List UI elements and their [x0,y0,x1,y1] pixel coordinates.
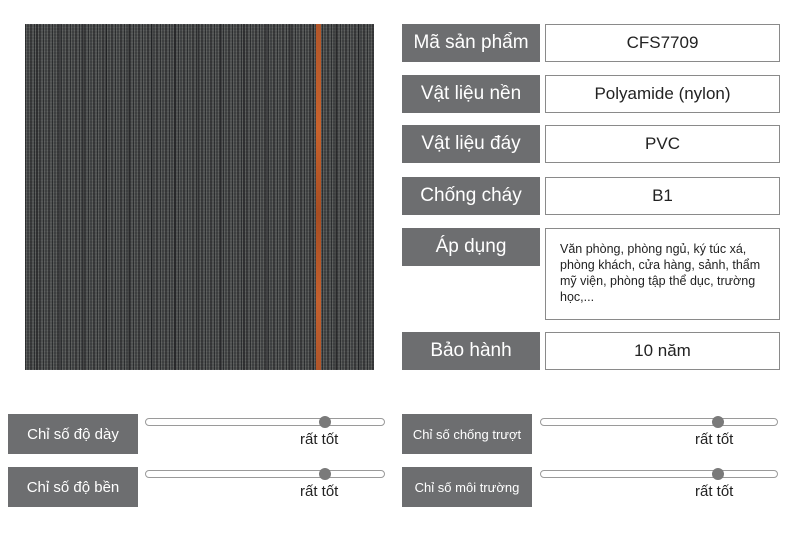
rating-text-anti-slip: rất tốt [695,431,734,448]
spec-value-backing-material: PVC [545,125,780,163]
spec-label-product-code: Mã sản phẩm [402,24,540,62]
orange-stripe [316,24,321,370]
rating-text-durability: rất tốt [300,483,339,500]
spec-value-application: Văn phòng, phòng ngủ, ký túc xá, phòng khách, cửa hàng, sảnh, thẩm mỹ viện, phòng tập thể dục, trường học,... [545,228,780,320]
spec-label-warranty: Bảo hành [402,332,540,370]
rating-slider-durability [145,470,385,478]
spec-value-product-code: CFS7709 [545,24,780,62]
rating-knob [712,416,724,428]
spec-value-base-material: Polyamide (nylon) [545,75,780,113]
rating-text-environment: rất tốt [695,483,734,500]
spec-value-warranty: 10 năm [545,332,780,370]
rating-text-thickness: rất tốt [300,431,339,448]
rating-label-anti-slip: Chỉ số chống trượt [402,414,532,454]
spec-label-base-material: Vật liệu nền [402,75,540,113]
spec-label-application: Áp dụng [402,228,540,266]
rating-label-thickness: Chỉ số độ dày [8,414,138,454]
rating-knob [319,468,331,480]
spec-value-fire-resistance: B1 [545,177,780,215]
spec-label-fire-resistance: Chống cháy [402,177,540,215]
spec-label-backing-material: Vật liệu đáy [402,125,540,163]
rating-label-environment: Chỉ số môi trường [402,467,532,507]
rating-knob [712,468,724,480]
carpet-tile-swatch [25,24,374,370]
rating-label-durability: Chỉ số độ bền [8,467,138,507]
rating-slider-anti-slip [540,418,778,426]
rating-knob [319,416,331,428]
rating-slider-thickness [145,418,385,426]
rating-slider-environment [540,470,778,478]
